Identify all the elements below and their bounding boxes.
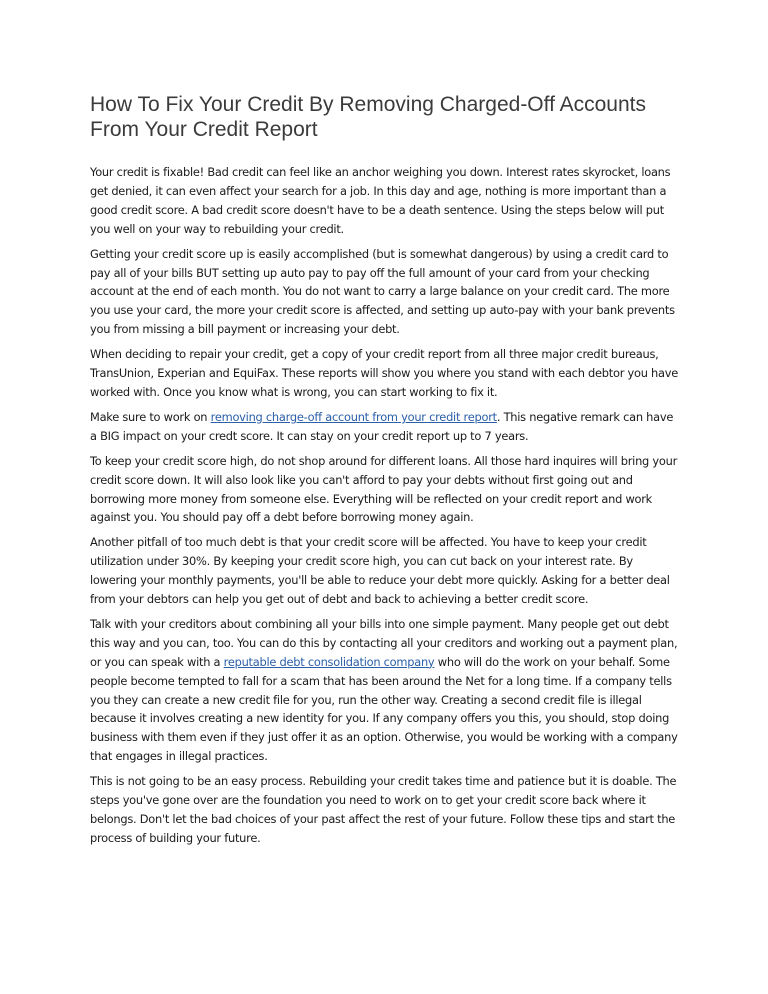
paragraph-utilization: Another pitfall of too much debt is that your credit score will be affected. You have to keep your credit utilization under 30%. By keeping your credit score high, you can cut back on your interest rate. By lowering your monthly payments, you'll be able to reduce your debt more quickly. Asking for a better deal from your debtors can help you get out of debt and back to achieving a better credit score. — [90, 535, 670, 607]
paragraph-credit-report: When deciding to repair your credit, get a copy of your credit report from all three major credit bureaus, TransUnion, Experian and EquiFax. These reports will show you where you stand with each debtor you have worked with. Once you know what is wrong, you can start working to fix it. — [90, 347, 678, 399]
document-body — [90, 163, 680, 854]
paragraph-conclusion: This is not going to be an easy process. Rebuilding your credit takes time and patience but it is doable. The steps you've gone over are the foundation you need to work on to get your credit score back where it belongs. Don't let the bad choices of your past affect the rest of your future. Follow these tips and start the process of building your future. — [90, 774, 677, 845]
paragraph-charge-off — [90, 408, 680, 446]
debt-consolidation-link[interactable]: reputable debt consolidation company — [223, 654, 435, 669]
paragraph-loans: To keep your credit score high, do not shop around for different loans. All those hard inquires will bring your credit score down. It will also look like you can't afford to pay your debts without first going out and borrowing more money from someone else. Everything will be reflected on your credit report and work against you. You should pay off a debt before borrowing money again. — [90, 453, 678, 525]
paragraph-credit-card: Getting your credit score up is easily accomplished (but is somewhat dangerous) by using a credit card to pay all of your bills BUT setting up auto pay to pay off the full amount of your card from your checking account at the end of each month. You do not want to carry a large balance on your credit card. The more you use your card, the more your credit score is affected, and setting up auto-pay with your bank prevents you from missing a bill payment or increasing your debt. — [90, 246, 675, 337]
paragraph-consolidation — [90, 615, 680, 766]
paragraph-charge-off-text-start: Make sure to work on — [90, 409, 211, 424]
paragraph-intro: Your credit is fixable! Bad credit can feel like an anchor weighing you down. Interest rates skyrocket, loans get denied, it can even affect your search for a job. In this day and age, nothing is more important than a good credit score. A bad credit score doesn't have to be a death sentence. Using the steps below will put you well on your way to rebuilding your credit. — [90, 165, 671, 236]
document-title: How To Fix Your Credit By Removing Charged-Off Accounts From Your Credit Report — [90, 93, 646, 141]
paragraph-consolidation-text-start: Talk with your creditors about combining all your bills into one simple payment. Many people get out debt this way and you can, too. You can do this by contacting all your creditors and working out a payment plan, or you can speak with a — [90, 616, 678, 669]
paragraph-charge-off-text-end: . This negative remark can have a BIG impact on your credt score. It can stay on your credit report up to 7 years. — [90, 409, 674, 443]
charge-off-link[interactable]: removing charge-off account from your credit report — [210, 409, 497, 424]
paragraph-consolidation-text-end: who will do the work on your behalf. Some people become tempted to fall for a scam that has been around the Net for a long time. If a company tells you they can create a new credit file for you, run the other way. Creating a second credit file is illegal because it involves creating a new identity for you. If any company offers you this, you should, stop doing business with them even if they just offer it as an option. Otherwise, you would be working with a company that engages in illegal practices. — [90, 654, 678, 764]
